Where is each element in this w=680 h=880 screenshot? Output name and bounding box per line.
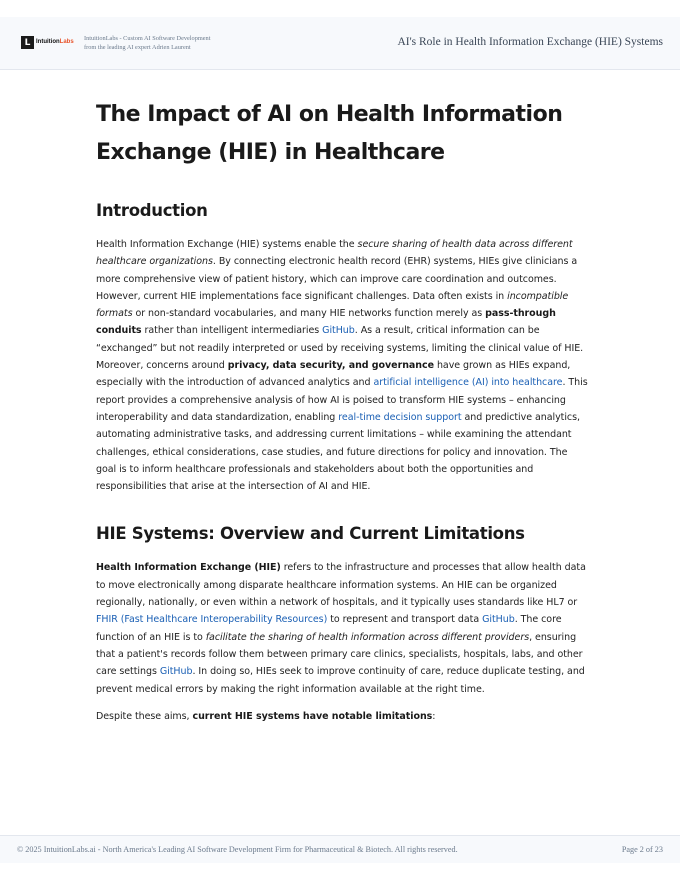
header-doc-title: AI's Role in Health Information Exchange (HIE) Systems (397, 36, 663, 48)
limitations-intro-paragraph: Despite these aims, current HIE systems have notable limitations: (96, 710, 436, 722)
link-real-time-decision-support[interactable]: real-time decision support (338, 411, 462, 423)
document-body (96, 96, 588, 725)
footer-page-number: Page 2 of 23 (621, 845, 663, 854)
heading-hie-systems: HIE Systems: Overview and Current Limitations (96, 524, 525, 544)
link-fhir[interactable]: FHIR (Fast Healthcare Interoperability Resources) (96, 614, 328, 626)
introduction-paragraph: Health Information Exchange (HIE) systems enable the secure sharing of health data across different healthcare organizations. By connecting electronic health record (EHR) systems, HIEs give clinicians a more comprehensive view of patient history, which can improve care coordination and outcomes. However, current HIE implementations face significant challenges. Data often exists in incompatible formats or non-standard vocabularies, and many HIE networks function merely as pass-through conduits rather than intelligent intermediaries GitHub. As a result, critical information can be “exchanged” but not readily interpreted or used by receiving systems, limiting the clinical value of HIE. Moreover, concerns around privacy, data security, and governance have grown as HIEs expand, especially with the introduction of advanced analytics and artificial intelligence (AI) into healthcare. This report provides a comprehensive analysis of how AI is poised to transform HIE systems – enhancing interoperability and data standardization, enabling real-time decision support and predictive analytics, automating administrative tasks, and addressing current limitations – while examining the attendant challenges, ethical considerations, case studies, and future directions for policy and innovation. The goal is to inform healthcare professionals and stakeholders about both the opportunities and responsibilities that arise at the intersection of AI and HIE. (96, 239, 588, 493)
document-title: The Impact of AI on Health Information Exchange (HIE) in Healthcare (96, 102, 563, 165)
intuitionlabs-logo[interactable] (21, 35, 74, 49)
heading-introduction: Introduction (96, 201, 208, 220)
top-strip (0, 0, 680, 17)
logo-mark-icon: L (21, 36, 34, 49)
tagline-line-1: IntuitionLabs - Custom AI Software Development (84, 35, 211, 42)
footer-copyright: © 2025 IntuitionLabs.ai - North America's Leading AI Software Development Firm for Pharmaceutical & Biotech. All rights reserved. (17, 845, 458, 854)
link-github[interactable]: GitHub (482, 614, 515, 626)
link-github[interactable]: GitHub (159, 666, 193, 678)
page-header (0, 17, 680, 70)
header-tagline (84, 35, 234, 52)
tagline-line-2: from the leading AI expert Adrien Laurent (84, 43, 191, 51)
page-footer (0, 835, 680, 863)
link-ai-in-healthcare[interactable]: artificial intelligence (AI) into healthcare (373, 377, 563, 389)
link-github[interactable]: GitHub (322, 325, 355, 337)
hie-overview-paragraph: Health Information Exchange (HIE) refers to the infrastructure and processes that allow health data to move electronically among disparate healthcare information systems. An HIE can be organized regionally, nationally, or even within a network of hospitals, and it typically uses standards like HL7 or FHIR (Fast Healthcare Interoperability Resources) to represent and transport data GitHub. The core function of an HIE is to facilitate the sharing of health information across different providers, ensuring that a patient's records follow them between primary care clinics, specialists, hospitals, labs, and other care settings GitHub. In doing so, HIEs seek to improve continuity of care, reduce duplicate testing, and prevent medical errors by making the right information available at the right time. (96, 562, 586, 695)
logo-text: IntuitionLabs (36, 39, 74, 45)
